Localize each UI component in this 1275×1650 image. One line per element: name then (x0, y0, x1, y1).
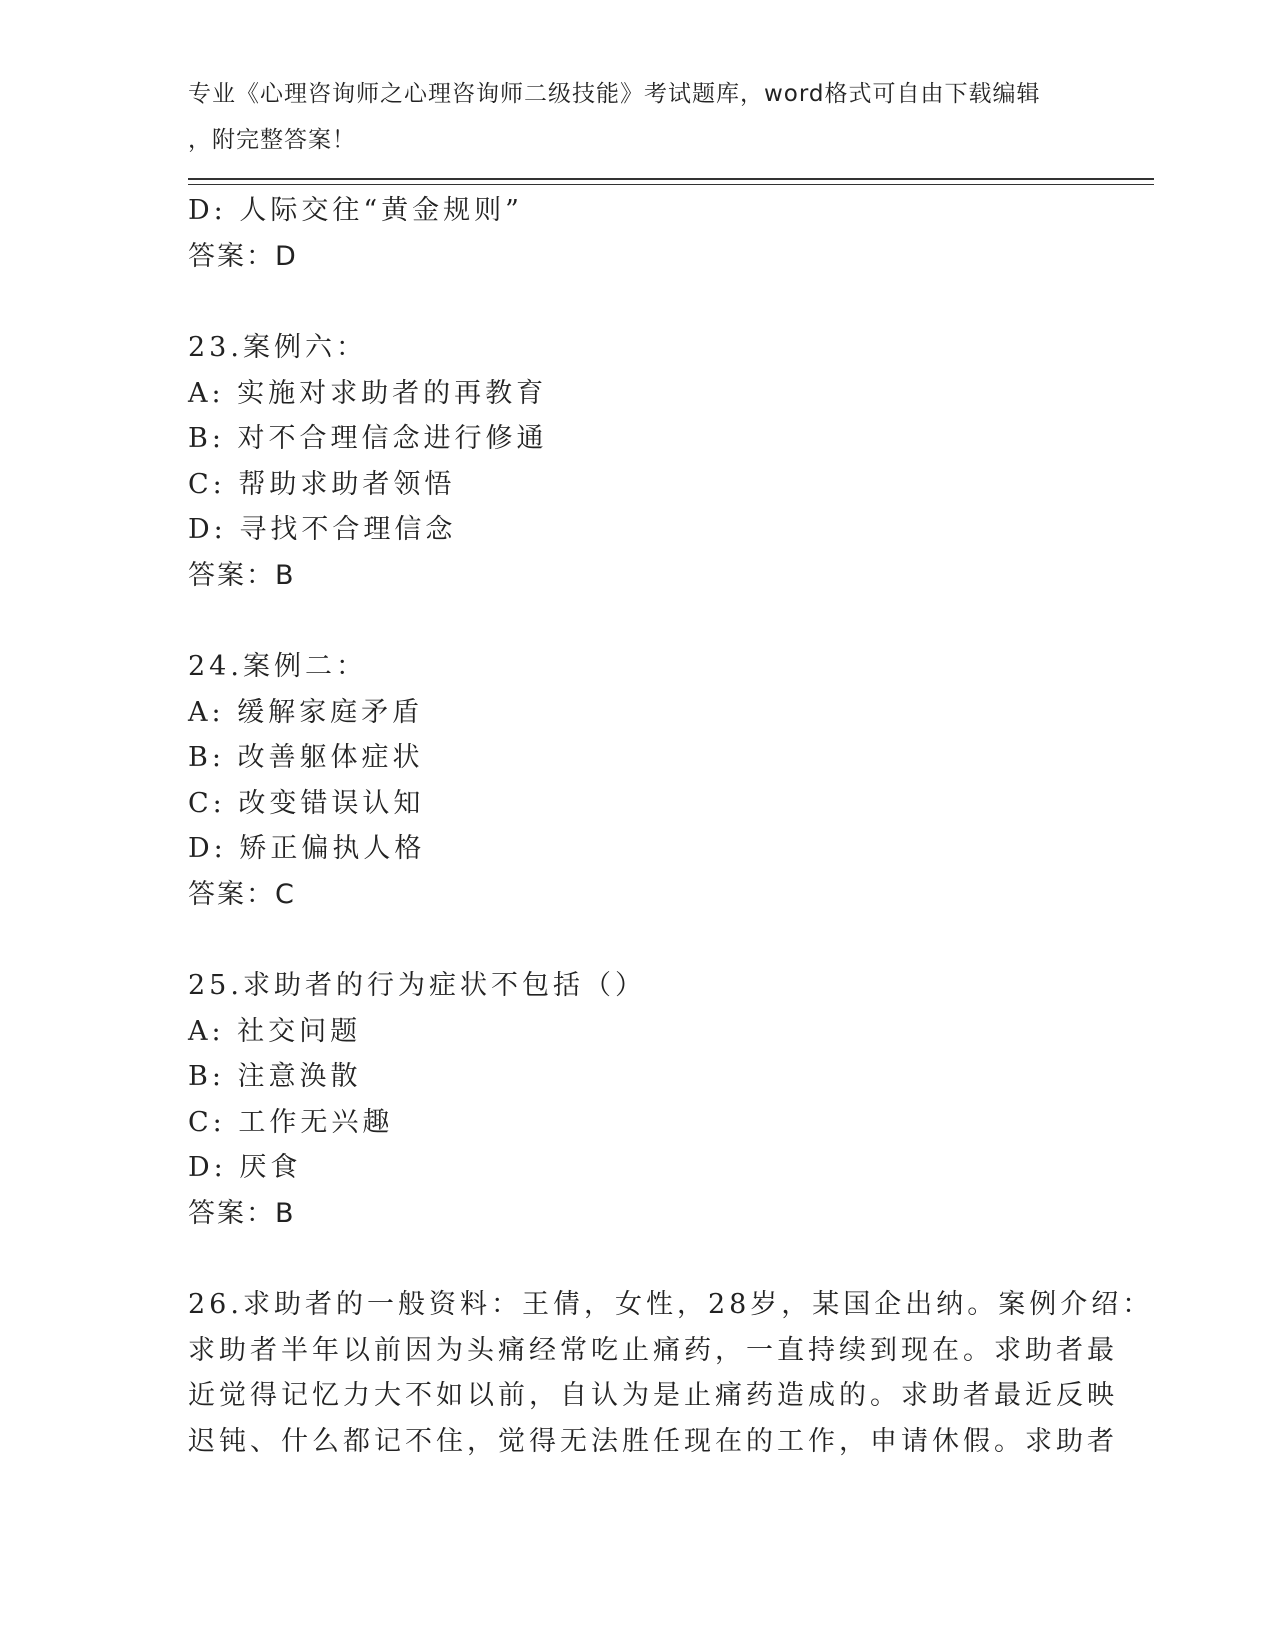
header-line-2: ，附完整答案！ (188, 126, 356, 153)
paragraph-line: 迟钝、什么都记不住，觉得无法胜任现在的工作，申请休假。求助者 (188, 1425, 1118, 1457)
paragraph-line: 近觉得记忆力大不如以前，自认为是止痛药造成的。求助者最近反映 (188, 1380, 1118, 1411)
spacer (188, 598, 1088, 644)
option-c: C: 帮助求助者领悟 (188, 468, 456, 500)
header-divider-thick (188, 178, 1154, 180)
option-a: A: 缓解家庭矛盾 (188, 696, 424, 728)
question-24 (188, 644, 1088, 917)
spacer (188, 917, 1088, 963)
option-b: B: 注意涣散 (188, 1061, 362, 1092)
question-26 (188, 1282, 1154, 1464)
header-line-1: 专业《心理咨询师之心理咨询师二级技能》考试题库，word格式可自由下载编辑 (188, 81, 1041, 107)
option-d: D: 寻找不合理信念 (188, 514, 457, 545)
option-b: B: 改善躯体症状 (188, 742, 424, 773)
question-stem: 24.案例二： (188, 651, 367, 682)
prev-question-option-d: D: 人际交往“黄金规则” (188, 195, 523, 226)
option-a: A: 社交问题 (188, 1015, 362, 1047)
answer-line: 答案：B (188, 559, 296, 591)
option-c: C: 工作无兴趣 (188, 1106, 394, 1138)
header-divider-thin (188, 184, 1154, 185)
document-header (188, 72, 1078, 163)
paragraph-line: 求助者半年以前因为头痛经常吃止痛药，一直持续到现在。求助者最 (188, 1334, 1118, 1366)
spacer (188, 1236, 1088, 1282)
option-c: C: 改变错误认知 (188, 787, 425, 819)
option-b: B: 对不合理信念进行修通 (188, 423, 548, 454)
option-d: D: 矫正偏执人格 (188, 833, 426, 864)
option-d: D: 厌食 (188, 1152, 302, 1183)
paragraph-line: 26.求助者的一般资料：王倩，女性，28岁，某国企出纳。案例介绍： (188, 1289, 1154, 1320)
answer-line: 答案：C (188, 878, 296, 910)
answer-line: 答案：B (188, 1197, 296, 1229)
spacer (188, 279, 1088, 325)
question-stem: 23.案例六： (188, 332, 367, 363)
document-body (188, 188, 1154, 1464)
prev-question-answer: 答案：D (188, 240, 298, 272)
question-25 (188, 963, 1088, 1236)
question-stem: 25.求助者的行为症状不包括（） (188, 970, 646, 1001)
question-23 (188, 325, 1088, 598)
option-a: A: 实施对求助者的再教育 (188, 377, 548, 409)
